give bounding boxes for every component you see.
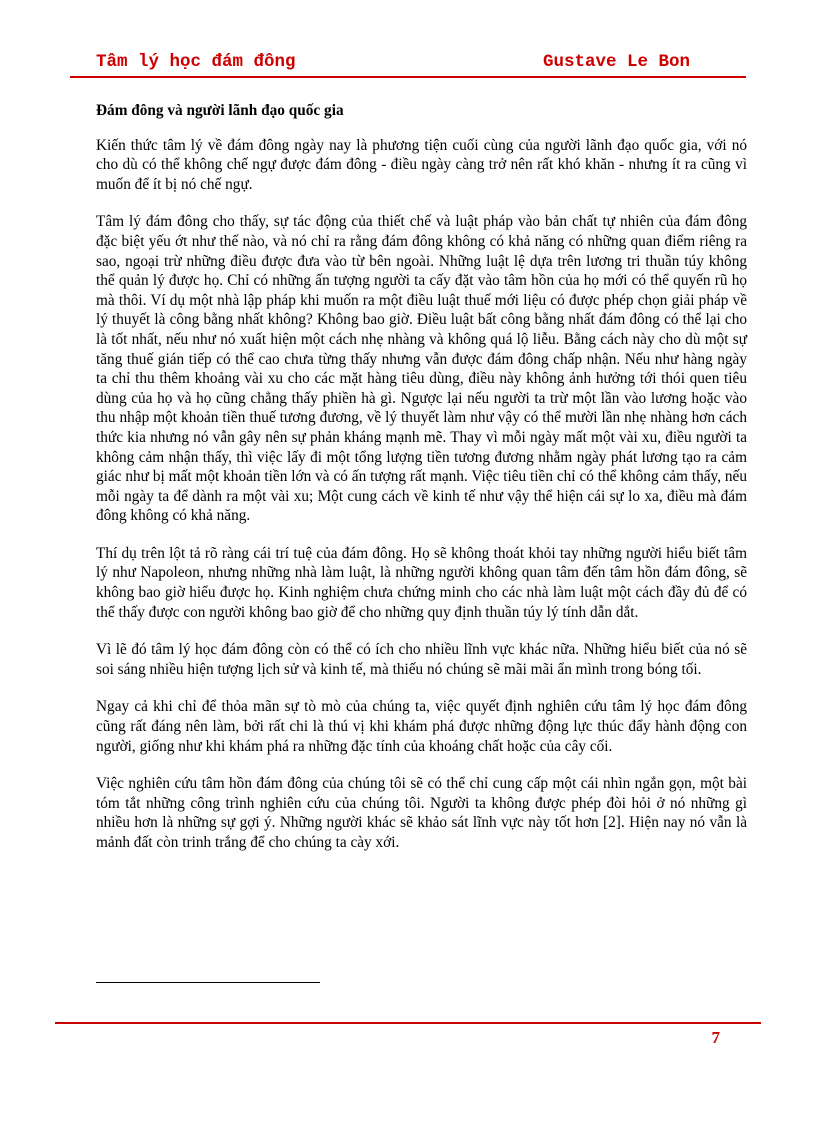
page-number: 7 — [711, 1028, 720, 1047]
section-title: Đám đông và người lãnh đạo quốc gia — [96, 102, 344, 119]
footnote-divider — [96, 982, 320, 983]
header-divider — [70, 76, 746, 78]
page-body — [96, 101, 747, 871]
book-author: Gustave Le Bon — [542, 52, 690, 72]
paragraph-2: Tâm lý đám đông cho thấy, sự tác động của thiết chế và luật pháp vào bản chất tự nhiên của đám đông đặc biệt yếu ớt như thế nào, và nó chỉ ra rằng đám đông không có khả năng có những quan điểm riêng ra sao, ngoại trừ những điều được đưa vào từ bên ngoài. Những luật lệ dựa trên lương tri thuần túy không thể quản lý được họ. Chỉ có những ấn tượng người ta cấy đặt vào tâm hồn của họ mới có thể quyến rũ họ mà thôi. Ví dụ một nhà lập pháp khi muốn ra một điều luật thuế mới liệu có được phép chọn giải pháp về lý thuyết là công bằng nhất không? Không bao giờ. Điều luật bất công bằng nhất đám đông có thể lại cho là tốt nhất, nếu như nó xuất hiện một cách nhẹ nhàng và không quá lộ liễu. Bằng cách này cho dù một sự tăng thuế gián tiếp có thể cao chưa từng thấy nhưng vẫn được đám đông chấp nhận. Nếu như hàng ngày ta chỉ thu thêm khoảng vài xu cho các mặt hàng tiêu dùng, điều này không ảnh hưởng tới thói quen tiêu dùng của họ và họ cũng chẳng thấy phiền hà gì. Ngược lại nếu người ta trừ một lần vào lương hoặc vào thu nhập một khoản tiền thuế tương đương, về lý thuyết làm như vậy có thể mười lần nhẹ nhàng hơn cách thức kia nhưng nó vẫn gây nên sự phản kháng mạnh mẽ. Thay vì mỗi ngày mất một vài xu, điều người ta không cảm nhận thấy, thì việc lấy đi một tổng lượng tiền tương đương nhằm ngày phát lương tạo ra cảm giác như bị mất một khoản tiền lớn và có ấn tượng rất mạnh. Việc tiêu tiền chỉ có thể không cảm thấy, nếu mỗi ngày ta để dành ra một vài xu; Một cung cách về kinh tế như vậy thể hiện cái sự lo xa, điều mà đám đông không có khả năng. — [96, 213, 747, 525]
paragraph-3: Thí dụ trên lột tả rõ ràng cái trí tuệ của đám đông. Họ sẽ không thoát khỏi tay những người hiểu biết tâm lý như Napoleon, nhưng những nhà làm luật, là những người không quan tâm đến tâm hồn đám đông, sẽ không bao giờ hiểu được họ. Kinh nghiệm chưa chứng minh cho các nhà làm luật một cách đầy đủ để có thể thấy được con người không bao giờ để cho những quy định thuần túy lý tính dẫn dắt. — [96, 544, 747, 621]
paragraph-5: Ngay cả khi chỉ để thỏa mãn sự tò mò của chúng ta, việc quyết định nghiên cứu tâm lý học đám đông cũng rất đáng nên làm, bởi rất chi là thú vị khi khám phá được những động lực thúc đẩy hành động con người, giống như khi khám phá ra những đặc tính của khoáng chất hoặc của cây cối. — [96, 698, 747, 755]
book-title: Tâm lý học đám đông — [96, 52, 296, 72]
footer-divider — [55, 1022, 761, 1024]
paragraph-4: Vì lẽ đó tâm lý học đám đông còn có thể có ích cho nhiều lĩnh vực khác nữa. Những hiểu biết của nó sẽ soi sáng nhiều hiện tượng lịch sử và kinh tế, mà thiếu nó chúng sẽ mãi mãi ẩn mình trong bóng tối. — [96, 641, 747, 678]
paragraph-6: Việc nghiên cứu tâm hồn đám đông của chúng tôi sẽ có thể chỉ cung cấp một cái nhìn ngắn gọn, một bài tóm tắt những công trình nghiên cứu của chúng tôi. Người ta không được phép đòi hỏi ở nó những gì nhiều hơn là những sự gợi ý. Những người khác sẽ khảo sát lĩnh vực này tốt hơn [2]. Hiện nay nó vẫn là mảnh đất còn trinh trắng để cho chúng ta cày xới. — [96, 775, 747, 851]
paragraph-1: Kiến thức tâm lý về đám đông ngày nay là phương tiện cuối cùng của người lãnh đạo quốc gia, với nó cho dù có thể không chế ngự được đám đông - điều ngày càng trở nên rất khó khăn - nhưng ít ra cũng vì muốn để ít bị nó chế ngự. — [96, 136, 747, 193]
